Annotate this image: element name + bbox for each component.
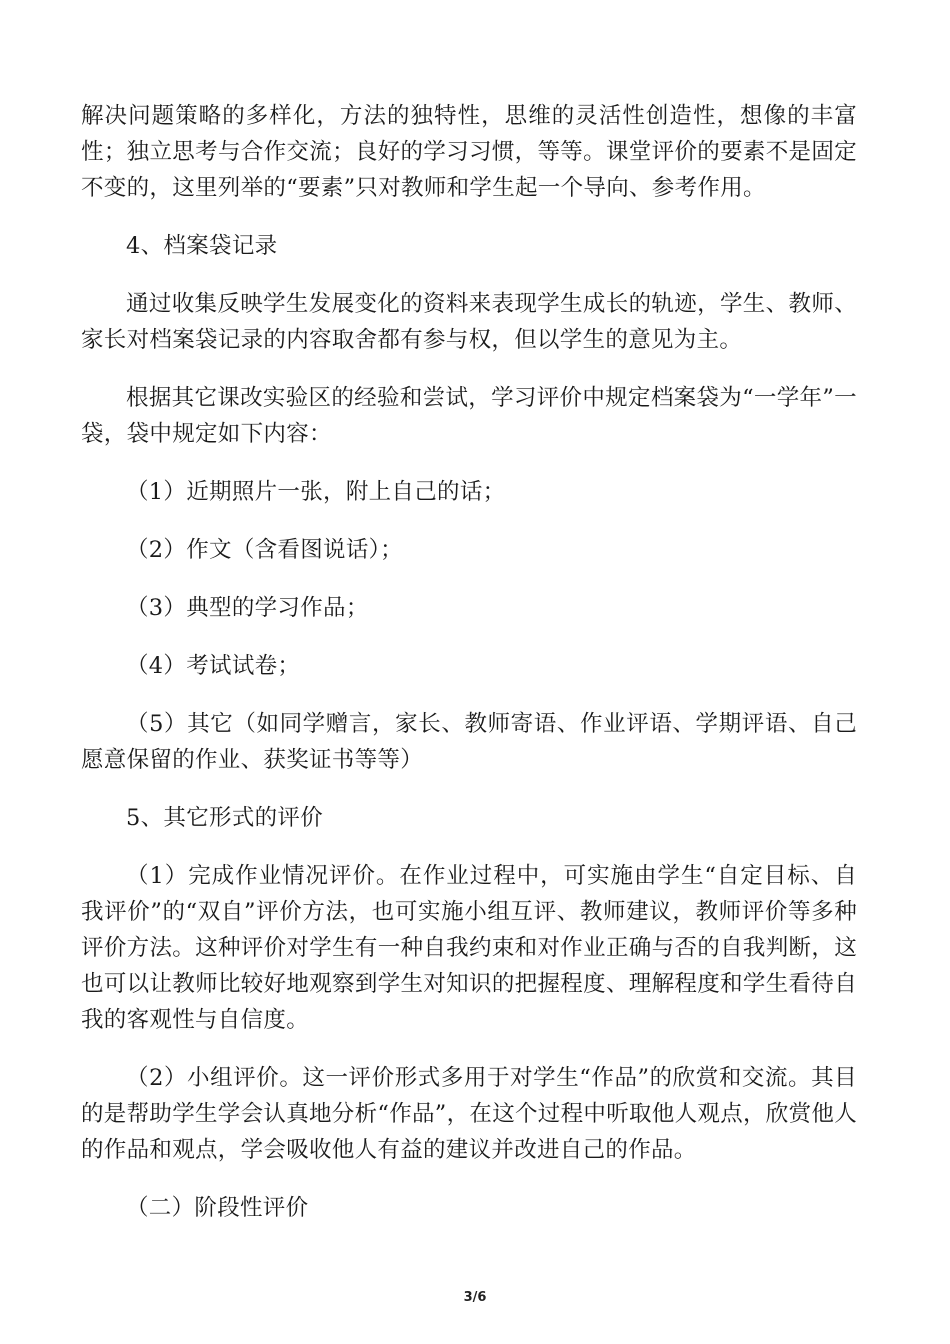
paragraph-group-evaluation: （2）小组评价。这一评价形式多用于对学生“作品”的欣赏和交流。其目的是帮助学生学会认真地分析“作品”，在这个过程中听取他人观点，欣赏他人的作品和观点，学会吸收他人有益的建议并改进自己的作品。 <box>81 1065 858 1163</box>
list-item-others: （5）其它（如同学赠言，家长、教师寄语、作业评语、学期评语、自己愿意保留的作业、获奖证书等等） <box>81 711 857 773</box>
heading-stage-evaluation: （二）阶段性评价 <box>126 1195 309 1221</box>
heading-portfolio-record: 4、档案袋记录 <box>126 233 278 259</box>
list-item-photo: （1）近期照片一张，附上自己的话； <box>126 479 506 505</box>
paragraph-portfolio-purpose: 通过收集反映学生发展变化的资料来表现学生成长的轨迹，学生、教师、家长对档案袋记录的内容取舍都有参与权，但以学生的意见为主。 <box>81 291 857 353</box>
list-item-exam-papers: （4）考试试卷； <box>126 653 301 679</box>
page-number: 3/6 <box>463 1290 487 1305</box>
paragraph-portfolio-rules: 根据其它课改实验区的经验和尝试，学习评价中规定档案袋为“一学年”一袋，袋中规定如下内容： <box>81 385 857 447</box>
paragraph-evaluation-elements: 解决问题策略的多样化，方法的独特性，思维的灵活性创造性，想像的丰富性；独立思考与合作交流；良好的学习习惯，等等。课堂评价的要素不是固定不变的，这里列举的“要素”只对教师和学生起一个导向、参考作用。 <box>81 103 857 201</box>
document-body <box>81 98 857 1226</box>
list-item-composition: （2）作文（含看图说话）； <box>126 537 403 563</box>
heading-other-forms: 5、其它形式的评价 <box>126 805 324 831</box>
list-item-typical-work: （3）典型的学习作品； <box>126 595 369 621</box>
paragraph-homework-evaluation: （1）完成作业情况评价。在作业过程中，可实施由学生“自定目标、自我评价”的“双自”评价方法，也可实施小组互评、教师建议，教师评价等多种评价方法。这种评价对学生有一种自我约束和对作业正确与否的自我判断，这也可以让教师比较好地观察到学生对知识的把握程度、理解程度和学生看待自我的客观性与自信度。 <box>81 863 857 1033</box>
